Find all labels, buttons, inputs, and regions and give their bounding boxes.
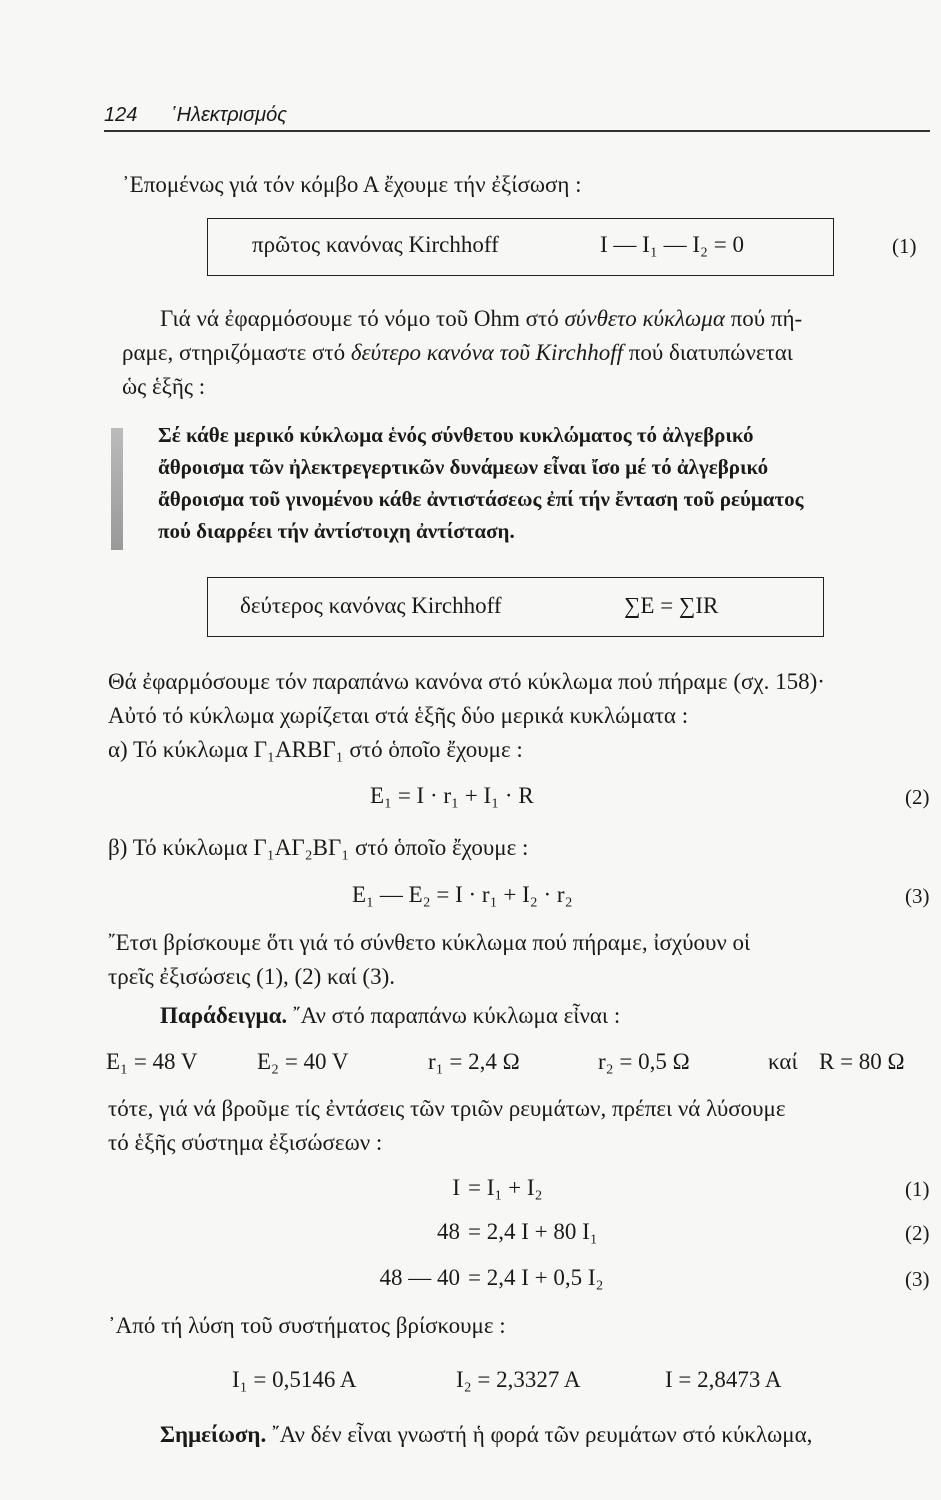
example-value-e1: E₁ = 48 V [106, 1049, 198, 1074]
second-rule-formula: ∑E = ∑IR [624, 593, 719, 618]
equation-number: (1) [905, 1177, 930, 1201]
apply-line-2: Αὐτό τό κύκλωμα χωρίζεται στά ἑξῆς δύο μερικά κυκλώματα : [108, 703, 689, 728]
second-rule-label: δεύτερος κανόνας Kirchhoff [240, 593, 502, 618]
note-line: Σημείωση. ῎Αν δέν εἶναι γνωστή ἡ φορά τῶν ρευμάτων στό κύκλωμα, [160, 1422, 813, 1447]
system-eq-3-rhs: = 2,4 I + 0,5 I₂ [468, 1265, 604, 1290]
example-value-e2: E₂ = 40 V [257, 1049, 349, 1074]
ohm-paragraph-line-1: Γιά νά ἐφαρμόσουμε τό νόμο τοῦ Ohm στό σύνθετο κύκλωμα πού πή- [160, 306, 803, 331]
system-intro-line-1: τότε, γιά νά βροῦμε τίς ἐντάσεις τῶν τριῶν ρευμάτων, πρέπει νά λύσουμε [108, 1096, 786, 1121]
equation-number: (2) [905, 785, 930, 809]
case-b-text: β) Τό κύκλωμα Γ₁ΑΓ₂ΒΓ₁ στό ὁποῖο ἔχουμε : [108, 835, 529, 860]
highlight-sidebar [111, 428, 123, 550]
solution-i1: I₁ = 0,5146 A [232, 1367, 357, 1392]
example-value-r1: r₁ = 2,4 Ω [428, 1049, 520, 1074]
system-eq-1-rhs: = I₁ + I₂ [468, 1175, 543, 1200]
page-number: 124 [104, 104, 138, 126]
solution-i2: I₂ = 2,3327 A [456, 1367, 581, 1392]
law-line-2: ἄθροισμα τῶν ἠλεκτρεγερτικῶν δυνάμεων εἶναι ἴσο μέ τό ἀλγεβρικό [158, 455, 769, 479]
law-line-3: ἄθροισμα τοῦ γινομένου κάθε ἀντιστάσεως ἐπί τήν ἔνταση τοῦ ρεύματος [158, 487, 804, 511]
case-b-equation: E₁ — E₂ = I · r₁ + I₂ · r₂ [352, 882, 573, 907]
running-title: ῾Ηλεκτρισμός [170, 104, 287, 126]
system-eq-3-lhs: 48 — 40 [379, 1265, 460, 1290]
equation-number: (3) [905, 884, 930, 908]
example-conjunction: καί [768, 1049, 798, 1074]
example-value-r: R = 80 Ω [819, 1049, 905, 1074]
system-eq-2-rhs: = 2,4 I + 80 I₁ [468, 1219, 598, 1244]
example-heading: Παράδειγμα. ῎Αν στό παραπάνω κύκλωμα εἶναι : [160, 1003, 621, 1028]
apply-line-1: Θά ἐφαρμόσουμε τόν παραπάνω κανόνα στό κύκλωμα πού πήραμε (σχ. 158)· [108, 669, 825, 694]
first-rule-label: πρῶτος κανόνας Kirchhoff [252, 232, 499, 257]
case-a-text: α) Τό κύκλωμα Γ₁ΑRΒΓ₁ στό ὁποῖο ἔχουμε : [108, 737, 523, 762]
ohm-paragraph-line-3: ὡς ἑξῆς : [122, 374, 206, 399]
example-value-r2: r₂ = 0,5 Ω [598, 1049, 690, 1074]
ohm-paragraph-line-2: ραμε, στηριζόμαστε στό δεύτερο κανόνα τοῦ Kirchhoff πού διατυπώνεται [122, 340, 793, 365]
conclusion-line-1: ῎Ετσι βρίσκουμε ὅτι γιά τό σύνθετο κύκλωμα πού πήραμε, ἰσχύουν οἱ [108, 930, 751, 955]
first-rule-formula: I — I₁ — I₂ = 0 [600, 232, 744, 257]
equation-number: (2) [905, 1221, 930, 1245]
conclusion-line-2: τρεῖς ἐξισώσεις (1), (2) καί (3). [108, 964, 395, 989]
system-eq-1-lhs: I [452, 1175, 460, 1200]
law-line-1: Σέ κάθε μερικό κύκλωμα ἑνός σύνθετου κυκλώματος τό ἀλγεβρικό [158, 423, 754, 447]
solution-i: I = 2,8473 A [665, 1367, 782, 1392]
equation-number: (1) [892, 234, 917, 258]
system-intro-line-2: τό ἑξῆς σύστημα ἐξισώσεων : [108, 1130, 383, 1155]
case-a-equation: E₁ = I · r₁ + I₁ · R [370, 783, 534, 808]
header-rule [104, 130, 930, 132]
solution-intro: ᾿Από τή λύση τοῦ συστήματος βρίσκουμε : [108, 1313, 506, 1338]
law-line-4: πού διαρρέει τήν ἀντίστοιχη ἀντίσταση. [158, 519, 515, 543]
intro-line: ᾿Επομένως γιά τόν κόμβο Α ἔχουμε τήν ἐξίσωση : [122, 172, 582, 197]
equation-number: (3) [905, 1267, 930, 1291]
system-eq-2-lhs: 48 [437, 1219, 460, 1244]
